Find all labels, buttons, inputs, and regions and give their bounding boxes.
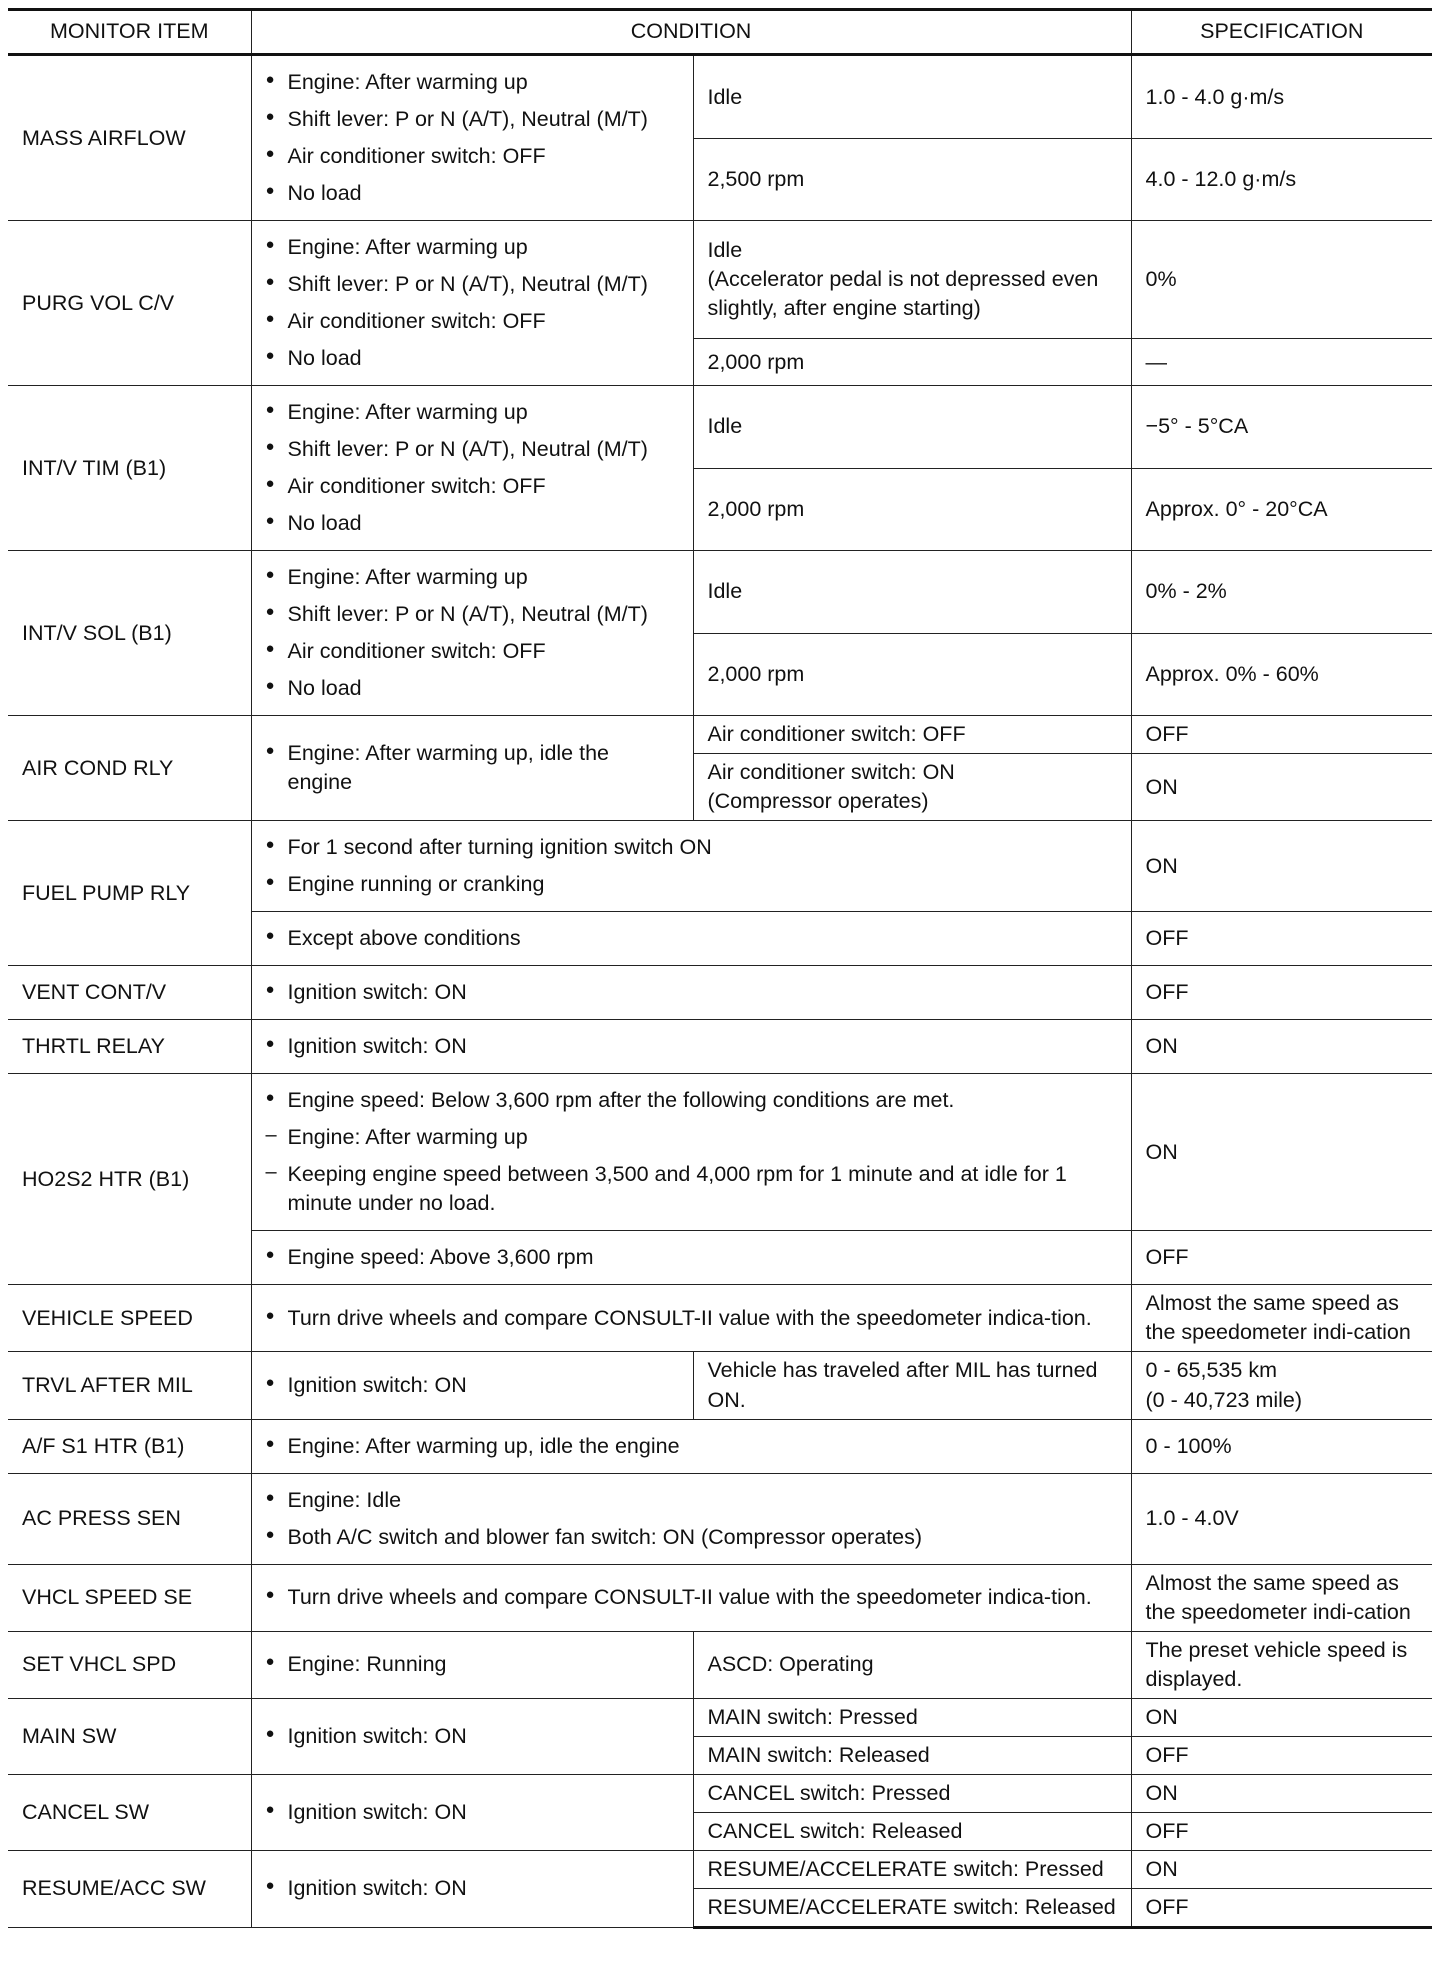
condition-bullet: ● No load: [266, 509, 679, 538]
general-condition: [251, 551, 693, 716]
monitor-item: VEHICLE SPEED: [8, 1285, 251, 1352]
general-condition: [251, 386, 693, 551]
condition-list: [266, 924, 1117, 953]
monitor-item: CANCEL SW: [8, 1774, 251, 1850]
specification: 0 - 65,535 km (0 - 40,723 mile): [1131, 1352, 1432, 1419]
monitor-item: VENT CONT/V: [8, 966, 251, 1020]
condition-bullet: ● Engine running or cranking: [266, 870, 1117, 899]
sub-condition: Vehicle has traveled after MIL has turned ON.: [693, 1352, 1131, 1419]
general-condition: [251, 716, 693, 821]
condition-bullet: ● Except above conditions: [266, 924, 1117, 953]
condition-bullet: ● Engine: After warming up, idle the engine: [266, 1432, 1117, 1461]
specification: —: [1131, 339, 1432, 386]
specification: OFF: [1131, 1812, 1432, 1850]
sub-condition: 2,000 rpm: [693, 633, 1131, 716]
specification: OFF: [1131, 1736, 1432, 1774]
specification: ON: [1131, 821, 1432, 912]
header-monitor-item: MONITOR ITEM: [8, 10, 251, 55]
specification: 4.0 - 12.0 g·m/s: [1131, 139, 1432, 221]
table-row: [8, 1564, 1432, 1631]
general-condition: [251, 1774, 693, 1850]
specification: 0 - 100%: [1131, 1419, 1432, 1473]
condition-list: [266, 1086, 1117, 1218]
sub-condition: MAIN switch: Released: [693, 1736, 1131, 1774]
sub-condition: Air conditioner switch: OFF: [693, 716, 1131, 754]
sub-condition: 2,500 rpm: [693, 139, 1131, 221]
condition-bullet: ● Shift lever: P or N (A/T), Neutral (M/T): [266, 270, 679, 299]
condition-bullet: ● For 1 second after turning ignition switch ON: [266, 833, 1117, 862]
condition-bullet: ● Turn drive wheels and compare CONSULT-II value with the speedometer indica-tion.: [266, 1583, 1117, 1612]
sub-condition: 2,000 rpm: [693, 468, 1131, 551]
table-row: [8, 1352, 1432, 1419]
sub-condition: RESUME/ACCELERATE switch: Released: [693, 1888, 1131, 1927]
table-row: [8, 1285, 1432, 1352]
header-condition: CONDITION: [251, 10, 1131, 55]
condition: [251, 912, 1131, 966]
specification: ON: [1131, 754, 1432, 821]
condition-bullet: ● Air conditioner switch: OFF: [266, 307, 679, 336]
specification: 1.0 - 4.0V: [1131, 1473, 1432, 1564]
table-row: [8, 1698, 1432, 1736]
condition-subitem: – Keeping engine speed between 3,500 and 4,000 rpm for 1 minute and at idle for 1 minute under no load.: [266, 1160, 1117, 1218]
condition-bullet: ● Engine: After warming up: [266, 233, 679, 262]
table-row: [8, 966, 1432, 1020]
monitor-item: INT/V TIM (B1): [8, 386, 251, 551]
condition-bullet: ● Engine: After warming up: [266, 398, 679, 427]
monitor-item: TRVL AFTER MIL: [8, 1352, 251, 1419]
monitor-item: MASS AIRFLOW: [8, 55, 251, 221]
condition-bullet: ● Ignition switch: ON: [266, 1798, 679, 1827]
condition-list: [266, 1722, 679, 1751]
specification: The preset vehicle speed is displayed.: [1131, 1631, 1432, 1698]
general-condition: [251, 1850, 693, 1927]
condition: [251, 1564, 1131, 1631]
table-row: [8, 1020, 1432, 1074]
condition-bullet: ● No load: [266, 344, 679, 373]
monitor-item: HO2S2 HTR (B1): [8, 1074, 251, 1285]
condition-list: [266, 1243, 1117, 1272]
condition-list: [266, 833, 1117, 899]
condition-bullet: ● Air conditioner switch: OFF: [266, 472, 679, 501]
monitor-item: PURG VOL C/V: [8, 221, 251, 386]
specification: 0% - 2%: [1131, 551, 1432, 634]
specification: ON: [1131, 1698, 1432, 1736]
table-row: [8, 386, 1432, 469]
condition-list: [266, 1032, 1117, 1061]
condition-list: [266, 1432, 1117, 1461]
specification: −5° - 5°CA: [1131, 386, 1432, 469]
condition-list: [266, 1583, 1117, 1612]
condition-bullet: ● Engine speed: Above 3,600 rpm: [266, 1243, 1117, 1272]
sub-condition: MAIN switch: Pressed: [693, 1698, 1131, 1736]
condition-list: [266, 563, 679, 703]
condition-bullet: ● No load: [266, 179, 679, 208]
specification: OFF: [1131, 716, 1432, 754]
condition-list: [266, 1371, 679, 1400]
condition-subitem: – Engine: After warming up: [266, 1123, 1117, 1152]
general-condition: [251, 55, 693, 221]
table-row: [8, 1850, 1432, 1888]
table-row: [8, 221, 1432, 339]
table-row: [8, 821, 1432, 912]
condition-list: [266, 233, 679, 373]
specification: Almost the same speed as the speedometer indi-cation: [1131, 1285, 1432, 1352]
condition-bullet: ● Air conditioner switch: OFF: [266, 637, 679, 666]
general-condition: [251, 1698, 693, 1774]
monitor-item: MAIN SW: [8, 1698, 251, 1774]
specification: OFF: [1131, 1231, 1432, 1285]
sub-condition: Idle: [693, 551, 1131, 634]
condition: [251, 1074, 1131, 1231]
condition: [251, 1020, 1131, 1074]
condition-bullet: ● Shift lever: P or N (A/T), Neutral (M/T): [266, 600, 679, 629]
condition-bullet: ● Engine speed: Below 3,600 rpm after the following conditions are met.: [266, 1086, 1117, 1115]
header-row: [8, 10, 1432, 55]
condition-bullet: ● Shift lever: P or N (A/T), Neutral (M/T): [266, 435, 679, 464]
condition: [251, 966, 1131, 1020]
table-row: [8, 1631, 1432, 1698]
specification: ON: [1131, 1020, 1432, 1074]
table-row: [8, 1074, 1432, 1231]
sub-condition: ASCD: Operating: [693, 1631, 1131, 1698]
condition-bullet: ● Both A/C switch and blower fan switch: ON (Compressor operates): [266, 1523, 1117, 1552]
monitor-item: A/F S1 HTR (B1): [8, 1419, 251, 1473]
sub-condition: 2,000 rpm: [693, 339, 1131, 386]
condition: [251, 1285, 1131, 1352]
monitor-item: AIR COND RLY: [8, 716, 251, 821]
condition-bullet: ● Ignition switch: ON: [266, 1874, 679, 1903]
condition-bullet: ● Ignition switch: ON: [266, 978, 1117, 1007]
monitor-item: VHCL SPEED SE: [8, 1564, 251, 1631]
condition-list: [266, 739, 679, 797]
condition-bullet: ● Air conditioner switch: OFF: [266, 142, 679, 171]
condition: [251, 1473, 1131, 1564]
condition-bullet: ● Engine: After warming up: [266, 68, 679, 97]
monitor-item: SET VHCL SPD: [8, 1631, 251, 1698]
condition: [251, 1231, 1131, 1285]
condition-bullet: ● Engine: After warming up: [266, 563, 679, 592]
monitor-spec-table: [8, 8, 1432, 1929]
specification: 1.0 - 4.0 g·m/s: [1131, 55, 1432, 139]
specification: ON: [1131, 1850, 1432, 1888]
table-row: [8, 1774, 1432, 1812]
monitor-item: INT/V SOL (B1): [8, 551, 251, 716]
specification: ON: [1131, 1074, 1432, 1231]
table-body: [8, 55, 1432, 1928]
condition-bullet: ● Turn drive wheels and compare CONSULT-II value with the speedometer indica-tion.: [266, 1304, 1117, 1333]
table-row: [8, 55, 1432, 139]
condition-bullet: ● Ignition switch: ON: [266, 1722, 679, 1751]
specification: Almost the same speed as the speedometer indi-cation: [1131, 1564, 1432, 1631]
general-condition: [251, 221, 693, 386]
monitor-item: FUEL PUMP RLY: [8, 821, 251, 966]
condition: [251, 821, 1131, 912]
condition-bullet: ● Ignition switch: ON: [266, 1371, 679, 1400]
sub-condition: RESUME/ACCELERATE switch: Pressed: [693, 1850, 1131, 1888]
specification: OFF: [1131, 912, 1432, 966]
header-specification: SPECIFICATION: [1131, 10, 1432, 55]
monitor-item: THRTL RELAY: [8, 1020, 251, 1074]
condition-list: [266, 398, 679, 538]
condition-bullet: ● Ignition switch: ON: [266, 1032, 1117, 1061]
table-row: [8, 1419, 1432, 1473]
condition-bullet: ● Engine: After warming up, idle the engine: [266, 739, 679, 797]
specification: OFF: [1131, 1888, 1432, 1927]
table-row: [8, 551, 1432, 634]
sub-condition: Idle: [693, 386, 1131, 469]
condition-list: [266, 1486, 1117, 1552]
specification: Approx. 0% - 60%: [1131, 633, 1432, 716]
general-condition: [251, 1631, 693, 1698]
sub-condition: Idle: [693, 55, 1131, 139]
specification: ON: [1131, 1774, 1432, 1812]
sub-condition: Air conditioner switch: ON (Compressor operates): [693, 754, 1131, 821]
table-row: [8, 716, 1432, 754]
specification: Approx. 0° - 20°CA: [1131, 468, 1432, 551]
sub-condition: CANCEL switch: Pressed: [693, 1774, 1131, 1812]
condition-list: [266, 1798, 679, 1827]
condition-bullet: ● Engine: Idle: [266, 1486, 1117, 1515]
monitor-item: AC PRESS SEN: [8, 1473, 251, 1564]
monitor-item: RESUME/ACC SW: [8, 1850, 251, 1927]
general-condition: [251, 1352, 693, 1419]
condition: [251, 1419, 1131, 1473]
specification: 0%: [1131, 221, 1432, 339]
condition-list: [266, 1874, 679, 1903]
condition-bullet: ● No load: [266, 674, 679, 703]
sub-condition: CANCEL switch: Released: [693, 1812, 1131, 1850]
condition-list: [266, 68, 679, 208]
condition-bullet: ● Shift lever: P or N (A/T), Neutral (M/T): [266, 105, 679, 134]
condition-list: [266, 978, 1117, 1007]
table-row: [8, 1473, 1432, 1564]
condition-list: [266, 1650, 679, 1679]
specification: OFF: [1131, 966, 1432, 1020]
condition-list: [266, 1304, 1117, 1333]
condition-bullet: ● Engine: Running: [266, 1650, 679, 1679]
sub-condition: Idle (Accelerator pedal is not depressed even slightly, after engine starting): [693, 221, 1131, 339]
